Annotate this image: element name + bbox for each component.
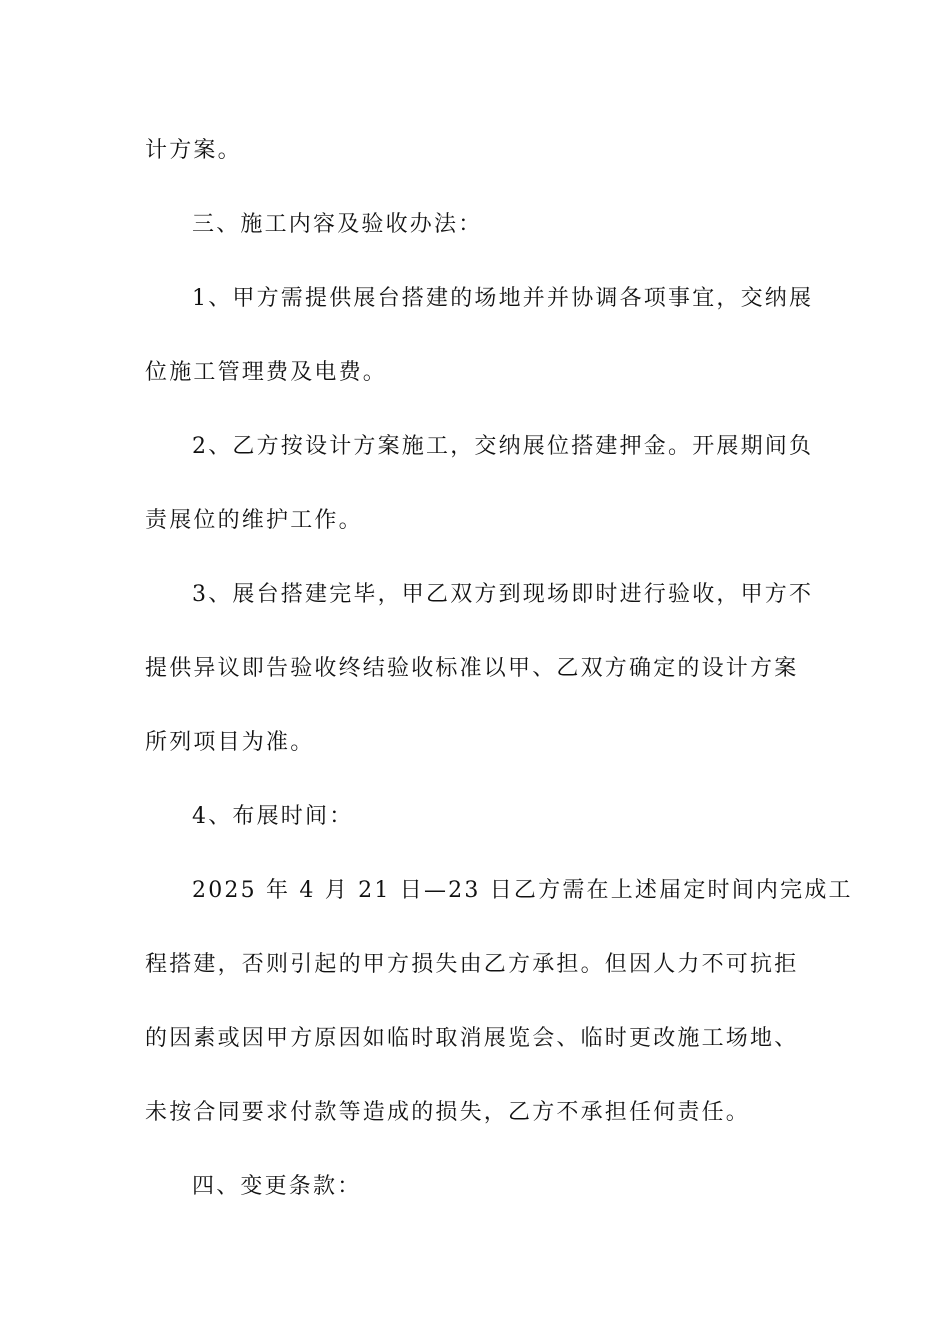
subsection-heading-schedule: 4、布展时间： [192,804,354,829]
section-heading-three: 三、施工内容及验收办法： [192,212,483,237]
section-heading-four: 四、变更条款： [192,1174,362,1199]
paragraph-line: 的因素或因甲方原因如临时取消展览会、临时更改施工场地、 [145,1026,799,1051]
paragraph-line: 程搭建，否则引起的甲方损失由乙方承担。但因人力不可抗拒 [145,952,799,977]
paragraph-line: 1、甲方需提供展台搭建的场地并并协调各项事宜，交纳展 [192,286,814,311]
paragraph-line: 所列项目为准。 [145,730,315,755]
paragraph-line: 责展位的维护工作。 [145,508,363,533]
paragraph-line: 2025 年 4 月 21 日—23 日乙方需在上述届定时间内完成工 [192,878,853,903]
paragraph-line: 计方案。 [145,138,242,163]
paragraph-line: 3、展台搭建完毕，甲乙双方到现场即时进行验收，甲方不 [192,582,814,607]
paragraph-line: 未按合同要求付款等造成的损失，乙方不承担任何责任。 [145,1100,751,1125]
paragraph-line: 位施工管理费及电费。 [145,360,388,385]
document-body [145,114,853,1224]
paragraph-line: 提供异议即告验收终结验收标准以甲、乙双方确定的设计方案 [145,656,799,681]
paragraph-line: 2、乙方按设计方案施工，交纳展位搭建押金。开展期间负 [192,434,814,459]
